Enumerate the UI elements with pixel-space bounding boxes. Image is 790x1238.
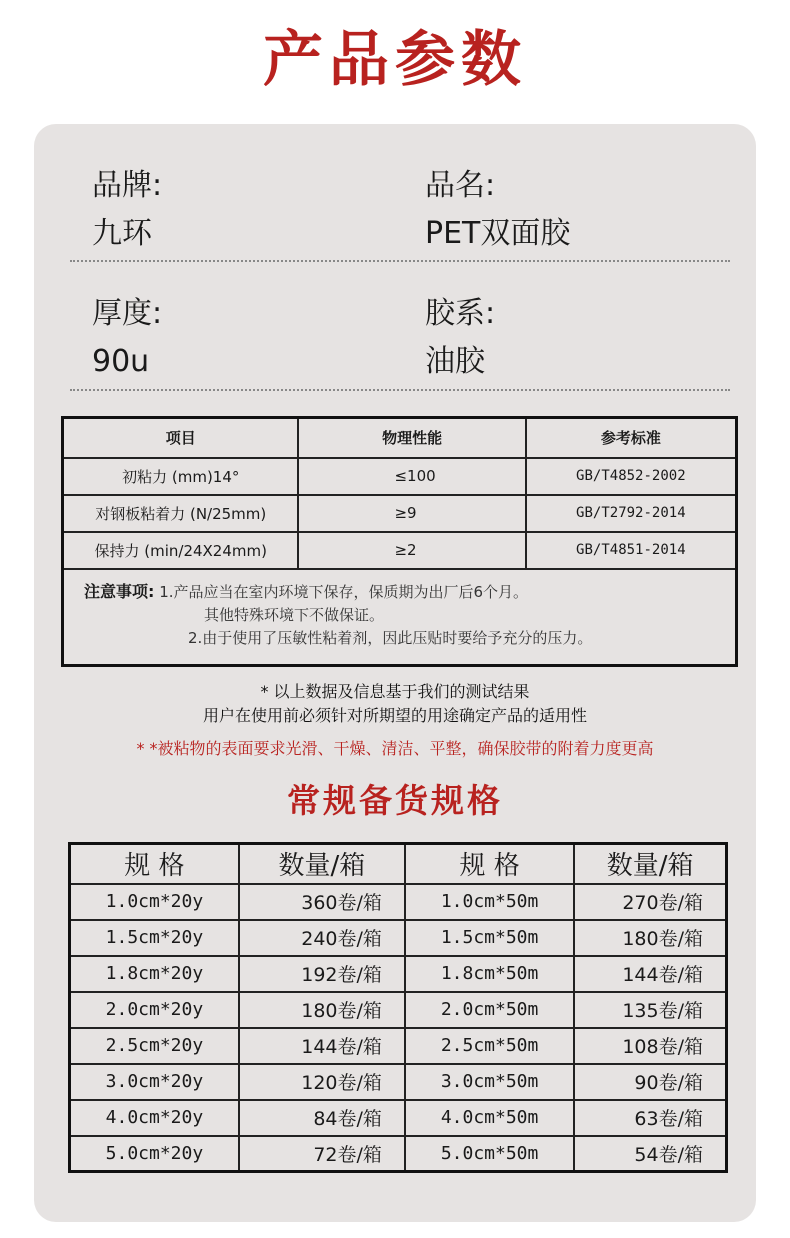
spec-qty: 135卷/箱 <box>574 992 726 1028</box>
params-header: 项目 <box>63 418 299 458</box>
table-row <box>70 1028 727 1064</box>
spec-size: 2.5cm*50m <box>405 1028 574 1064</box>
spec-qty: 144卷/箱 <box>574 956 726 992</box>
param-standard: GB/T2792-2014 <box>526 495 737 532</box>
note-line: 2.由于使用了压敏性粘着剂，因此压贴时要给予充分的压力。 <box>188 628 593 647</box>
param-standard: GB/T4851-2014 <box>526 532 737 569</box>
param-item: 保持力 (min/24X24mm) <box>63 532 299 569</box>
spec-size: 2.0cm*20y <box>70 992 239 1028</box>
params-table <box>61 416 738 667</box>
table-row <box>70 1136 727 1172</box>
spec-size: 5.0cm*20y <box>70 1136 239 1172</box>
spec-header: 规 格 <box>70 844 239 884</box>
notes-row <box>63 569 737 666</box>
thickness-value: 90u <box>92 344 150 379</box>
spec-size: 1.5cm*20y <box>70 920 239 956</box>
note-line: 其他特殊环境下不做保证。 <box>204 605 385 624</box>
adhesive-label: 胶系: <box>425 296 496 331</box>
spec-size: 1.8cm*20y <box>70 956 239 992</box>
param-value: ≥2 <box>298 532 525 569</box>
name-label: 品名: <box>425 168 496 203</box>
spec-qty: 63卷/箱 <box>574 1100 726 1136</box>
spec-qty: 144卷/箱 <box>239 1028 405 1064</box>
spec-qty: 270卷/箱 <box>574 884 726 920</box>
param-value: ≥9 <box>298 495 525 532</box>
spec-qty: 84卷/箱 <box>239 1100 405 1136</box>
spec-header: 规 格 <box>405 844 574 884</box>
param-standard: GB/T4852-2002 <box>526 458 737 495</box>
name-value: PET双面胶 <box>425 216 571 251</box>
spec-size: 2.0cm*50m <box>405 992 574 1028</box>
spec-size: 1.5cm*50m <box>405 920 574 956</box>
spec-qty: 360卷/箱 <box>239 884 405 920</box>
params-header-row <box>63 418 737 458</box>
spec-qty: 72卷/箱 <box>239 1136 405 1172</box>
adhesive-field <box>425 294 495 382</box>
surface-warning: * *被粘物的表面要求光滑、干燥、清洁、平整，确保胶带的附着力度更高 <box>136 739 654 758</box>
spec-size: 5.0cm*50m <box>405 1136 574 1172</box>
thickness-field <box>92 294 162 382</box>
table-row <box>70 920 727 956</box>
divider <box>70 260 730 262</box>
notes-label: 注意事项: <box>84 581 155 601</box>
spec-size: 2.5cm*20y <box>70 1028 239 1064</box>
thickness-label: 厚度: <box>92 296 163 331</box>
note-line: 1.产品应当在室内环境下保存，保质期为出厂后6个月。 <box>159 582 529 601</box>
spec-header: 数量/箱 <box>574 844 726 884</box>
param-item: 初粘力 (mm)14° <box>63 458 299 495</box>
spec-qty: 90卷/箱 <box>574 1064 726 1100</box>
table-row <box>63 532 737 569</box>
brand-field <box>92 166 162 254</box>
spec-size: 3.0cm*50m <box>405 1064 574 1100</box>
section-title: 常规备货规格 <box>287 781 503 820</box>
spec-qty: 192卷/箱 <box>239 956 405 992</box>
table-row <box>63 458 737 495</box>
spec-size: 4.0cm*20y <box>70 1100 239 1136</box>
notes-cell <box>63 569 737 666</box>
spec-size: 4.0cm*50m <box>405 1100 574 1136</box>
name-field <box>425 166 570 254</box>
spec-size: 3.0cm*20y <box>70 1064 239 1100</box>
table-row <box>70 956 727 992</box>
table-row <box>70 1100 727 1136</box>
spec-qty: 54卷/箱 <box>574 1136 726 1172</box>
spec-size: 1.0cm*50m <box>405 884 574 920</box>
table-row <box>70 884 727 920</box>
divider <box>70 389 730 391</box>
param-item: 对钢板粘着力 (N/25mm) <box>63 495 299 532</box>
page-title: 产品参数 <box>263 25 527 95</box>
disclaimer-line: 用户在使用前必须针对所期望的用途确定产品的适用性 <box>202 706 587 725</box>
disclaimer-line: * 以上数据及信息基于我们的测试结果 <box>260 682 530 701</box>
spec-table <box>68 842 728 1173</box>
table-row <box>70 1064 727 1100</box>
table-row <box>70 992 727 1028</box>
spec-qty: 180卷/箱 <box>574 920 726 956</box>
spec-qty: 108卷/箱 <box>574 1028 726 1064</box>
brand-label: 品牌: <box>92 168 163 203</box>
params-header: 参考标准 <box>526 418 737 458</box>
spec-qty: 180卷/箱 <box>239 992 405 1028</box>
adhesive-value: 油胶 <box>425 344 485 379</box>
table-row <box>63 495 737 532</box>
param-value: ≤100 <box>298 458 525 495</box>
params-header: 物理性能 <box>298 418 525 458</box>
spec-header: 数量/箱 <box>239 844 405 884</box>
spec-size: 1.0cm*20y <box>70 884 239 920</box>
spec-qty: 120卷/箱 <box>239 1064 405 1100</box>
spec-header-row <box>70 844 727 884</box>
brand-value: 九环 <box>92 216 152 251</box>
spec-size: 1.8cm*50m <box>405 956 574 992</box>
spec-qty: 240卷/箱 <box>239 920 405 956</box>
